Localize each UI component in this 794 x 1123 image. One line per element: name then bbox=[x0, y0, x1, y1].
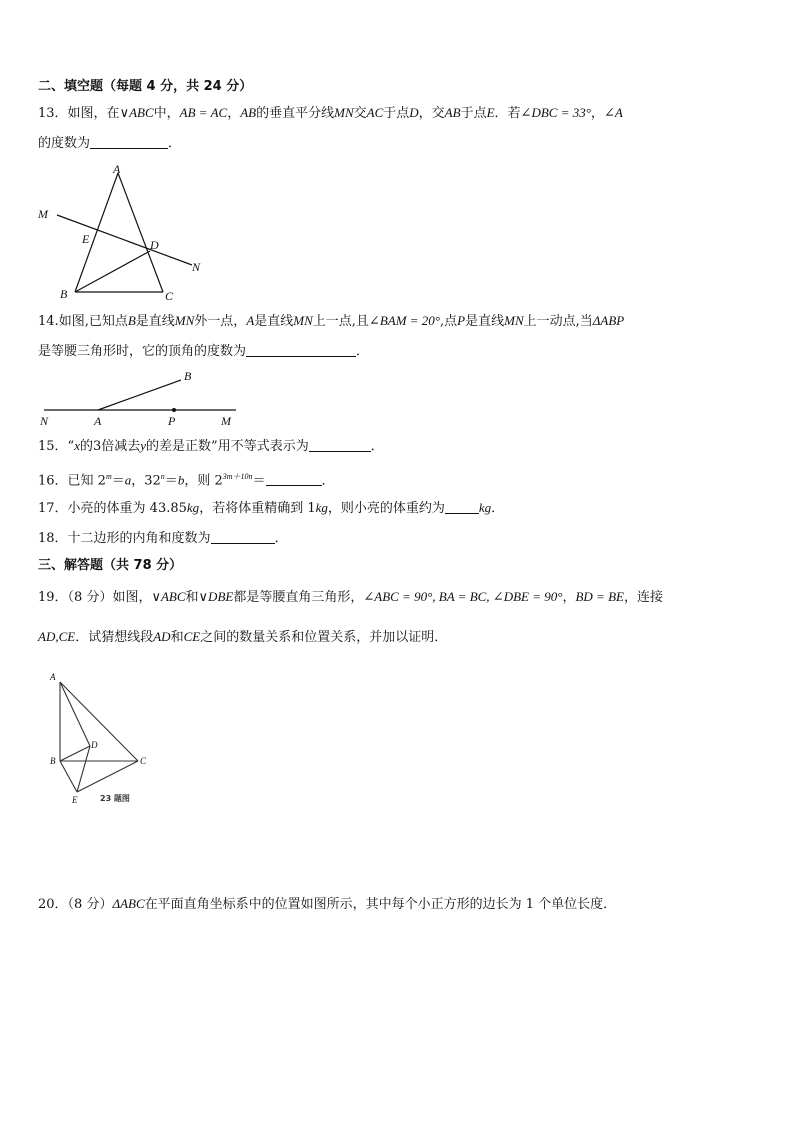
q14-text: ,点 bbox=[440, 314, 458, 329]
label-n: N bbox=[40, 414, 49, 428]
q13-math: AB = AC bbox=[179, 105, 228, 120]
q16-text: ． bbox=[321, 473, 335, 489]
q14-math: B bbox=[127, 313, 136, 328]
segment-de bbox=[77, 746, 90, 792]
q17-number: 17． bbox=[38, 501, 68, 516]
q14-text: 是直线 bbox=[135, 314, 175, 329]
q13-math: AB bbox=[240, 105, 257, 120]
q15-text: 的差是正数”用不等式表示为 bbox=[146, 439, 309, 454]
q14-math: ΔABP bbox=[592, 313, 625, 328]
q16-text: ＝ bbox=[252, 473, 266, 489]
q16-number: 16． bbox=[38, 473, 68, 489]
q13-text: 交 bbox=[353, 106, 367, 121]
q19-text: （8 分）如图， bbox=[67, 590, 152, 605]
q20-text: （8 分） bbox=[67, 897, 113, 912]
q19-text: 和 bbox=[185, 590, 199, 605]
q16-text: ＝ bbox=[164, 473, 178, 489]
figure-caption: 23 题图 bbox=[100, 794, 130, 803]
q13-text: 中， bbox=[153, 106, 180, 121]
q13-text: 于点 bbox=[383, 106, 410, 121]
question-17 bbox=[38, 499, 504, 518]
segment-ab bbox=[98, 380, 181, 410]
q14-math: ∠BAM = 20° bbox=[368, 313, 440, 328]
q14-text: ． bbox=[356, 344, 370, 359]
question-13-line-2 bbox=[38, 135, 181, 153]
segment-ad bbox=[60, 682, 90, 746]
q13-text: ，交 bbox=[418, 106, 445, 121]
label-b: B bbox=[60, 287, 68, 301]
q13-figure bbox=[30, 160, 220, 305]
q13-math: MN bbox=[334, 105, 354, 120]
q15-text: 的3倍减去 bbox=[79, 439, 141, 454]
q15-math: y bbox=[140, 438, 147, 453]
segment-be bbox=[60, 761, 77, 792]
answer-blank-17[interactable] bbox=[445, 500, 479, 514]
question-15 bbox=[38, 437, 384, 456]
section-heading-fill-in: 二、填空题（每题 4 分，共 24 分） bbox=[38, 79, 253, 94]
q14-figure bbox=[36, 368, 246, 430]
question-16 bbox=[38, 468, 335, 490]
q19-figure bbox=[44, 668, 164, 808]
label-m: M bbox=[38, 207, 48, 221]
q14-text: 外一点， bbox=[194, 314, 247, 329]
q15-number: 15． bbox=[38, 439, 68, 454]
label-m: M bbox=[221, 414, 231, 428]
q17-text: ，若将体重精确到 1 bbox=[199, 501, 316, 516]
answer-blank-18[interactable] bbox=[211, 530, 275, 544]
label-c: C bbox=[165, 289, 174, 303]
q14-text: 是直线 bbox=[254, 314, 294, 329]
line-mn bbox=[57, 215, 192, 265]
q19-math: AD bbox=[153, 629, 171, 644]
q14-text: 上一动点,当 bbox=[523, 314, 593, 329]
q17-text: ． bbox=[491, 501, 505, 516]
q13-text: 的度数为 bbox=[38, 136, 91, 151]
q13-math: ∠A bbox=[603, 105, 623, 120]
q18-number: 18． bbox=[38, 531, 68, 546]
q19-text: ， bbox=[562, 590, 576, 605]
q17-text: ，则小亮的体重约为 bbox=[327, 501, 445, 516]
q19-text: 之间的数量关系和位置关系，并加以证明． bbox=[200, 630, 448, 645]
q13-text: ， bbox=[227, 106, 241, 121]
q19-text: ．试猜想线段 bbox=[75, 630, 154, 645]
label-d: D bbox=[91, 740, 98, 750]
q13-text: 于点 bbox=[460, 106, 487, 121]
q18-text: 十二边形的内角和度数为 bbox=[67, 531, 211, 546]
q16-text: ，则 2 bbox=[184, 473, 223, 489]
q16-text: ，32 bbox=[131, 473, 161, 489]
question-14-line-1 bbox=[38, 312, 624, 331]
q14-text: 上一点,且 bbox=[312, 314, 369, 329]
q16-math: b bbox=[177, 472, 185, 488]
q14-text: 是直线 bbox=[465, 314, 505, 329]
q16-math: a bbox=[124, 472, 132, 488]
q13-number: 13． bbox=[38, 106, 68, 121]
q14-number: 14. bbox=[38, 314, 59, 329]
q19-text: 都是等腰直角三角形， bbox=[233, 590, 364, 605]
answer-blank-13[interactable] bbox=[90, 135, 168, 149]
label-n: N bbox=[192, 260, 201, 274]
label-a: A bbox=[113, 162, 121, 176]
segment-ac bbox=[118, 173, 163, 292]
q17-unit: kg bbox=[478, 500, 492, 515]
q14-math: MN bbox=[293, 313, 313, 328]
question-18 bbox=[38, 530, 288, 548]
label-d: D bbox=[150, 238, 159, 252]
answer-blank-15[interactable] bbox=[309, 438, 371, 452]
label-a: A bbox=[50, 672, 56, 682]
q14-math: A bbox=[246, 313, 255, 328]
point-p bbox=[172, 408, 176, 412]
q13-text: ． bbox=[168, 136, 182, 151]
question-19-line-1 bbox=[38, 588, 663, 607]
q15-math: x bbox=[74, 438, 80, 453]
q14-text: 如图,已知点 bbox=[58, 314, 128, 329]
label-b: B bbox=[50, 756, 56, 766]
q20-text: 在平面直角坐标系中的位置如图所示，其中每个小正方形的边长为 1 个单位长度． bbox=[144, 897, 617, 912]
q13-text: ．若 bbox=[494, 106, 521, 121]
q19-math: ∨ABC bbox=[151, 589, 186, 604]
q14-math: MN bbox=[504, 313, 524, 328]
q16-exponent: n bbox=[160, 472, 165, 481]
answer-blank-16[interactable] bbox=[266, 472, 322, 486]
q16-text: ＝ bbox=[111, 473, 125, 489]
segment-bd bbox=[75, 251, 150, 292]
q13-math: D bbox=[409, 105, 419, 120]
q14-math: P bbox=[457, 313, 466, 328]
answer-blank-14[interactable] bbox=[246, 343, 356, 357]
q17-unit: kg bbox=[315, 500, 328, 515]
q19-math: AD,CE bbox=[38, 629, 76, 644]
q19-math: ∨DBE bbox=[198, 589, 234, 604]
q13-math: AB bbox=[444, 105, 461, 120]
q16-exponent: m bbox=[105, 472, 112, 481]
label-e: E bbox=[72, 795, 78, 805]
q13-math: ∠DBC = 33° bbox=[520, 105, 591, 120]
q19-math: BD = BE bbox=[575, 589, 624, 604]
question-20 bbox=[38, 895, 616, 914]
q17-unit: kg bbox=[186, 500, 200, 515]
label-a: A bbox=[94, 414, 102, 428]
q19-text: ，连接 bbox=[623, 590, 663, 605]
q13-math: E bbox=[486, 105, 495, 120]
q19-number: 19． bbox=[38, 590, 68, 605]
q20-number: 20． bbox=[38, 897, 68, 912]
question-14-line-2 bbox=[38, 343, 369, 361]
q13-text: 的垂直平分线 bbox=[256, 106, 335, 121]
q14-text: 是等腰三角形时，它的顶角的度数为 bbox=[38, 344, 247, 359]
section-heading-answer: 三、解答题（共 78 分） bbox=[38, 558, 183, 573]
label-e: E bbox=[82, 232, 90, 246]
q16-text: 已知 2 bbox=[67, 473, 106, 489]
q19-math: CE bbox=[183, 629, 201, 644]
segment-ac bbox=[60, 682, 138, 761]
q20-math: ΔABC bbox=[112, 896, 145, 911]
q13-math: AC bbox=[366, 105, 384, 120]
segment-ce bbox=[77, 761, 138, 792]
q19-text: 和 bbox=[170, 630, 184, 645]
q17-text: 小亮的体重为 43.85 bbox=[67, 501, 187, 516]
q19-math: ∠ABC = 90°, BA = BC, ∠DBE = 90° bbox=[363, 589, 563, 604]
q14-math: MN bbox=[174, 313, 195, 328]
label-p: P bbox=[168, 414, 176, 428]
q13-math: ∨ABC bbox=[119, 105, 154, 120]
q16-exponent: 3m＋10n bbox=[222, 472, 253, 481]
question-13-line-1 bbox=[38, 104, 623, 123]
question-19-line-2 bbox=[38, 628, 447, 647]
label-c: C bbox=[140, 756, 147, 766]
q18-text: ． bbox=[274, 531, 288, 546]
q15-text: ． bbox=[370, 439, 384, 454]
label-b: B bbox=[184, 369, 192, 383]
q13-text: ， bbox=[590, 106, 604, 121]
q15-text: “ bbox=[67, 439, 75, 454]
q13-text: 如图，在 bbox=[67, 106, 120, 121]
segment-bd bbox=[60, 746, 90, 761]
